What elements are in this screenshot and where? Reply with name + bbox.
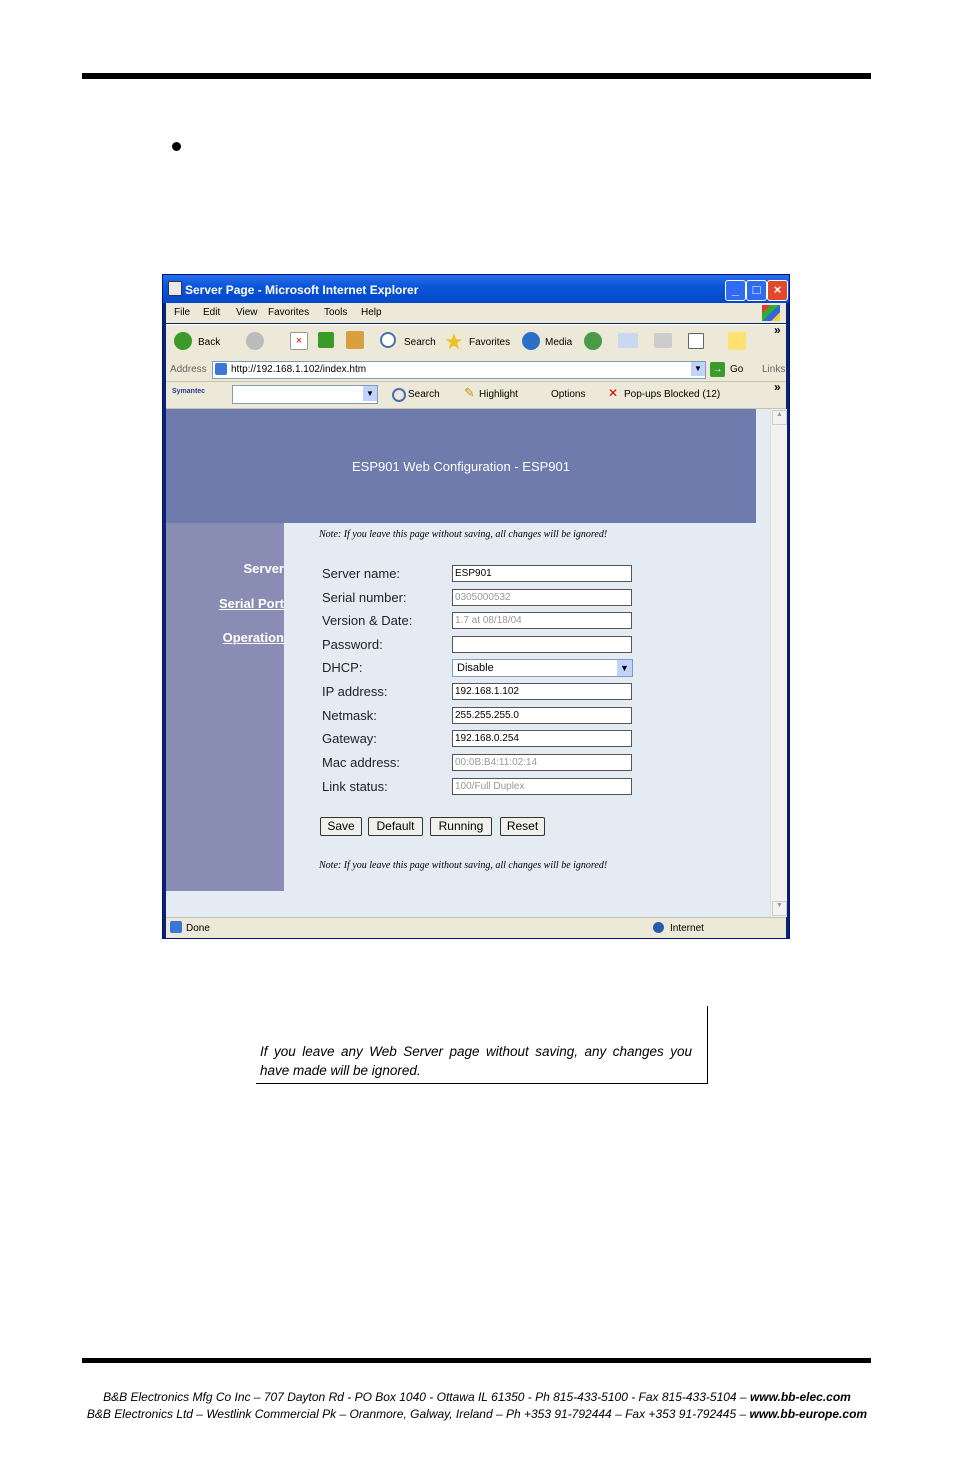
messenger-note-icon[interactable]	[728, 332, 746, 350]
reset-button[interactable]: Reset	[500, 817, 545, 836]
go-button[interactable]: Go	[730, 364, 744, 375]
input-ip-address[interactable]: 192.168.1.102	[452, 683, 632, 700]
input-gateway[interactable]: 192.168.0.254	[452, 730, 632, 747]
address-input[interactable]	[212, 361, 706, 379]
label-password: Password:	[322, 637, 383, 652]
running-button[interactable]: Running	[430, 817, 492, 836]
input-netmask[interactable]: 255.255.255.0	[452, 707, 632, 724]
menu-view[interactable]: View	[236, 307, 258, 318]
label-gateway: Gateway:	[322, 731, 377, 746]
label-mac-address: Mac address:	[322, 755, 401, 770]
footer-rule	[82, 1358, 871, 1363]
save-button[interactable]: Save	[320, 817, 362, 836]
refresh-icon[interactable]	[318, 332, 334, 348]
nav-operation[interactable]: Operation	[222, 630, 284, 645]
forward-arrow-icon[interactable]	[246, 332, 264, 350]
history-icon[interactable]	[584, 332, 602, 350]
bullet-point	[172, 142, 181, 151]
page-icon	[215, 363, 227, 375]
internet-zone-icon	[653, 922, 664, 933]
scroll-down-icon[interactable]: ▼	[772, 901, 787, 916]
toolbar-chevron-icon[interactable]: »	[774, 323, 781, 337]
header-rule	[82, 73, 871, 79]
title-bar	[163, 275, 789, 303]
note-box-border-right	[707, 1006, 708, 1084]
menu-edit[interactable]: Edit	[203, 307, 221, 318]
back-label[interactable]: Back	[198, 337, 221, 348]
config-banner	[166, 409, 756, 523]
select-dhcp[interactable]	[452, 659, 633, 677]
side-nav	[166, 523, 284, 891]
address-dropdown-icon[interactable]: ▼	[691, 362, 705, 376]
home-icon[interactable]	[346, 331, 364, 349]
address-bar	[166, 359, 786, 382]
label-serial-number: Serial number:	[322, 590, 407, 605]
links-search-label[interactable]: Search	[408, 389, 440, 400]
menu-favorites[interactable]: Favorites	[268, 307, 310, 318]
input-version-date: 1.7 at 08/18/04	[452, 612, 632, 629]
address-url: http://192.168.1.102/index.htm	[231, 364, 367, 375]
address-label: Address	[170, 364, 207, 375]
status-zone: Internet	[670, 923, 704, 934]
note-bottom: Note: If you leave this page without saving, all changes will be ignored!	[319, 860, 608, 871]
search-combo-dropdown-icon[interactable]: ▼	[363, 386, 377, 401]
label-version-date: Version & Date:	[322, 613, 413, 628]
footer-link-eu[interactable]: www.bb-europe.com	[749, 1407, 868, 1421]
dhcp-dropdown-icon[interactable]: ▼	[617, 660, 632, 676]
media-icon[interactable]	[522, 332, 540, 350]
footer-line-1	[0, 1390, 954, 1404]
window-title: Server Page - Microsoft Internet Explorer	[185, 283, 419, 297]
minimize-icon[interactable]: _	[725, 280, 746, 301]
popup-blocked-icon: ✕	[608, 386, 619, 400]
input-link-status: 100/Full Duplex	[452, 778, 632, 795]
nav-serial-port[interactable]: Serial Port	[218, 596, 284, 611]
back-arrow-icon[interactable]	[174, 332, 192, 350]
ie-window	[162, 274, 790, 939]
default-button[interactable]: Default	[368, 817, 423, 836]
menu-file[interactable]: File	[174, 307, 191, 318]
search-icon[interactable]	[380, 332, 396, 348]
popups-blocked-label[interactable]: Pop-ups Blocked (12)	[624, 389, 721, 400]
stop-icon[interactable]: ×	[290, 332, 308, 350]
edit-word-icon[interactable]	[688, 333, 704, 349]
label-link-status: Link status:	[322, 779, 388, 794]
windows-logo-icon	[762, 305, 780, 321]
banner-title: ESP901 Web Configuration - ESP901	[351, 459, 570, 474]
label-netmask: Netmask:	[322, 708, 377, 723]
vertical-scrollbar[interactable]	[770, 409, 787, 917]
ie-page-icon	[168, 281, 182, 296]
select-dhcp-value: Disable	[457, 662, 494, 674]
nav-server[interactable]: Server	[243, 561, 284, 576]
status-text: Done	[186, 923, 210, 934]
symantec-logo: Symantec	[172, 388, 206, 395]
print-icon[interactable]	[654, 333, 672, 348]
links-toolbar	[166, 382, 786, 409]
search-combo-input[interactable]	[232, 385, 378, 404]
scroll-up-icon[interactable]: ▲	[772, 410, 787, 425]
highlight-label[interactable]: Highlight	[479, 389, 518, 400]
page-viewport	[166, 409, 770, 917]
mail-icon[interactable]	[618, 333, 638, 348]
note-box-text: If you leave any Web Server page without saving, any changes you have made will be ignored.	[260, 1044, 692, 1078]
label-ip-address: IP address:	[322, 684, 388, 699]
status-bar	[166, 917, 786, 938]
input-serial-number: 0305000532	[452, 589, 632, 606]
footer-line-1-text: B&B Electronics Mfg Co Inc – 707 Dayton Rd - PO Box 1040 - Ottawa IL 61350 - Ph 815-433-5100 - Fax 815-433-5104 –	[103, 1390, 750, 1404]
search-label[interactable]: Search	[404, 337, 436, 348]
label-dhcp: DHCP:	[322, 660, 363, 675]
maximize-icon[interactable]: □	[746, 280, 767, 301]
note-box-border-bottom	[256, 1083, 708, 1084]
menu-bar	[166, 303, 786, 323]
footer-line-2	[0, 1407, 954, 1421]
options-label[interactable]: Options	[551, 389, 586, 400]
go-arrow-icon[interactable]: →	[710, 362, 725, 377]
standard-toolbar	[166, 324, 786, 360]
input-mac-address: 00:0B:B4:11:02:14	[452, 754, 632, 771]
menu-help[interactable]: Help	[361, 307, 382, 318]
media-label[interactable]: Media	[545, 337, 573, 348]
links-search-icon[interactable]	[392, 388, 406, 402]
input-password[interactable]	[452, 636, 632, 653]
label-server-name: Server name:	[322, 566, 401, 581]
status-page-icon	[170, 921, 182, 933]
favorites-label[interactable]: Favorites	[469, 337, 511, 348]
footer-link-us[interactable]: www.bb-elec.com	[749, 1390, 851, 1404]
input-server-name[interactable]: ESP901	[452, 565, 632, 582]
favorites-star-icon[interactable]: ★	[444, 329, 464, 354]
links-chevron-icon[interactable]: »	[774, 380, 781, 394]
close-icon[interactable]: ×	[767, 280, 788, 301]
menu-tools[interactable]: Tools	[324, 307, 348, 318]
note-box	[256, 1006, 708, 1084]
highlight-icon[interactable]: ✎	[464, 385, 475, 400]
footer-line-2-text: B&B Electronics Ltd – Westlink Commercial Pk – Oranmore, Galway, Ireland – Ph +353 91-792444 – Fax +353 91-792445 –	[86, 1407, 750, 1421]
links-label[interactable]: Links	[762, 364, 786, 375]
note-top: Note: If you leave this page without saving, all changes will be ignored!	[319, 529, 608, 540]
